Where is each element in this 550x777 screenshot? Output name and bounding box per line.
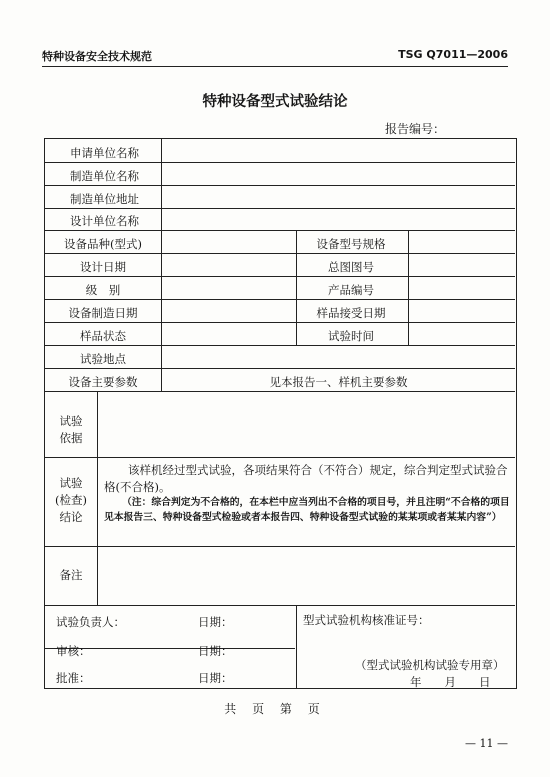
label-grade: 级 别 [85,283,121,297]
page-number: — 11 — [465,737,508,750]
label-model-spec: 设备型号规格 [316,237,386,251]
label-main-params: 设备主要参数 [68,375,138,389]
label-reviewer: 审核： [56,644,91,658]
date-line: 年 月 日 [410,675,491,689]
label-manufacturer-address: 制造单位地址 [70,192,139,206]
label-sample-receive-date: 样品接受日期 [316,306,386,320]
header-right: TSG Q7011—2006 [398,48,508,61]
label-applicant: 申请单位名称 [70,146,139,160]
label-test-location: 试验地点 [80,352,126,366]
label-design-date: 设计日期 [80,260,126,274]
label-date-leader: 日期： [198,615,233,629]
seal-text: （型式试验机构试验专用章） [355,658,505,672]
label-variety: 设备品种(型式) [64,237,142,251]
page-footer: 共 页 第 页 [224,702,326,716]
label-conclusion: 试验 (检查) 结论 [55,476,87,524]
label-manufacturer: 制造单位名称 [70,169,139,183]
label-approver: 批准： [56,671,91,685]
label-date-reviewer: 日期： [198,644,233,658]
main-params-value: 见本报告一、样机主要参数 [269,375,408,389]
label-test-time: 试验时间 [328,329,374,343]
page-header [42,48,508,67]
conclusion-note: （注：综合判定为不合格的，在本栏中应当列出不合格的项目号，并且注明“不合格的项目见本报告三、特种设备型式检验或者本报告四、特种设备型式试验的某某项或者某某内容”） [104,497,510,523]
label-product-no: 产品编号 [328,283,374,297]
report-number-label: 报告编号： [385,122,446,136]
page-title: 特种设备型式试验结论 [202,94,348,110]
label-mfg-date: 设备制造日期 [68,306,138,320]
label-test-leader: 试验负责人： [56,615,125,629]
label-remarks: 备注 [59,568,83,582]
label-drawing-no: 总图图号 [328,260,374,274]
label-sample-status: 样品状态 [80,329,126,343]
label-test-basis: 试验 依据 [59,414,83,445]
label-date-approver: 日期： [198,671,233,685]
label-cert-no: 型式试验机构核准证号： [303,613,430,627]
header-left: 特种设备安全技术规范 [42,50,152,63]
conclusion-text: 该样机经过型式试验，各项结果符合（不符合）规定，综合判定型式试验合格(不合格)。 [104,463,508,494]
label-designer: 设计单位名称 [70,214,139,228]
